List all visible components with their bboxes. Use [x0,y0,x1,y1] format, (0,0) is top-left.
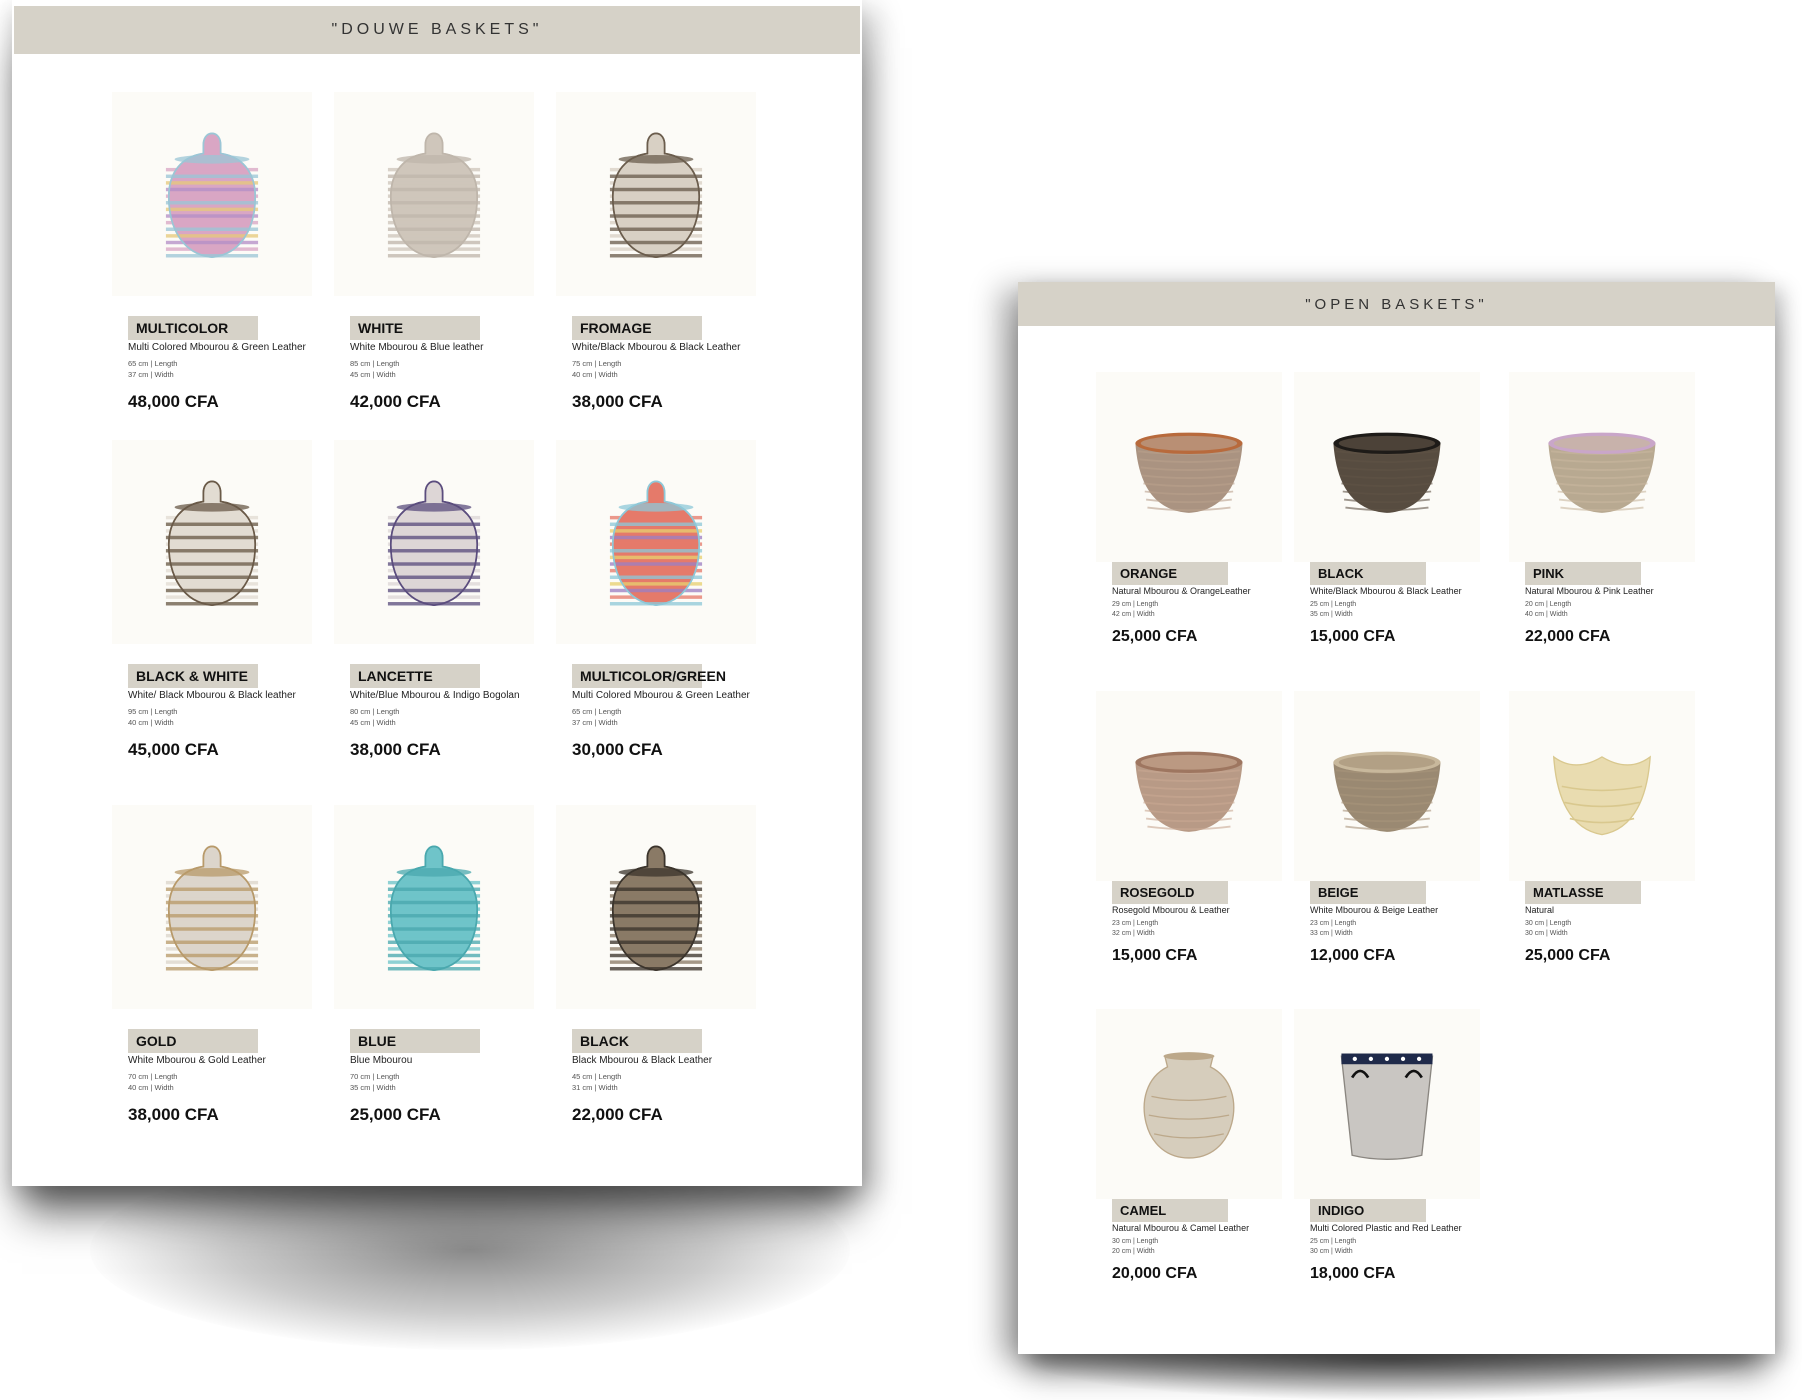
product-photo [1096,372,1282,562]
product-length: 85 cm | Length [350,359,400,368]
product-width: 30 cm | Width [1310,1248,1353,1255]
product-photo [334,92,534,296]
basket-icon [140,100,284,288]
product-description: Black Mbourou & Black Leather [572,1055,713,1066]
product-length: 25 cm | Length [1310,601,1357,608]
product-name-tag: BLACK [572,1029,702,1053]
section-title-banner [14,6,860,54]
basket-icon [362,448,506,636]
product-photo [1294,372,1480,562]
basket-icon [584,448,728,636]
product-name-tag: ROSEGOLD [1112,881,1228,904]
product-length: 30 cm | Length [1525,920,1572,927]
product-price: 12,000 CFA [1310,947,1396,964]
product-length: 65 cm | Length [128,359,178,368]
product-price: 38,000 CFA [572,392,663,411]
product-name-tag: INDIGO [1310,1199,1426,1222]
product-price: 38,000 CFA [128,1105,219,1124]
catalog-page-douwe-baskets [12,0,862,1186]
section-title: "DOUWE BASKETS" [331,21,543,38]
product-name-tag: BLUE [350,1029,480,1053]
basket-icon [584,813,728,1001]
product-photo [1294,1009,1480,1199]
product-price: 48,000 CFA [128,392,219,411]
product-length: 23 cm | Length [1112,920,1159,927]
product-length: 30 cm | Length [1112,1238,1159,1245]
product-name-tag: BLACK [1310,562,1426,585]
section-title-banner [1018,282,1775,326]
basket-icon [1320,1017,1454,1192]
product-name-tag: BLACK & WHITE [128,664,258,688]
product-width: 40 cm | Width [128,1083,174,1092]
product-width: 45 cm | Width [350,718,396,727]
product-length: 70 cm | Length [350,1072,400,1081]
product-name-tag: MULTICOLOR [128,316,258,340]
product-length: 80 cm | Length [350,707,400,716]
product-width: 35 cm | Width [350,1083,396,1092]
product-description: Blue Mbourou [350,1055,413,1066]
product-description: White/Blue Mbourou & Indigo Bogolan [350,690,520,701]
product-description: Natural [1525,905,1555,915]
product-price: 45,000 CFA [128,740,219,759]
product-length: 29 cm | Length [1112,601,1159,608]
basket-icon [362,100,506,288]
section-title: "OPEN BASKETS" [1305,295,1488,313]
product-description: White/Black Mbourou & Black Leather [572,342,741,353]
product-price: 42,000 CFA [350,392,441,411]
product-description: White Mbourou & Beige Leather [1310,905,1439,915]
basket-icon [1535,699,1669,874]
product-photo [112,92,312,296]
product-width: 40 cm | Width [572,370,618,379]
product-width: 45 cm | Width [350,370,396,379]
product-price: 22,000 CFA [1525,628,1611,645]
product-width: 33 cm | Width [1310,930,1353,937]
product-name-tag: PINK [1525,562,1641,585]
basket-icon [584,100,728,288]
product-price: 25,000 CFA [1112,628,1198,645]
product-name-tag: MULTICOLOR/GREEN [572,664,702,688]
product-price: 25,000 CFA [350,1105,441,1124]
product-photo [1096,691,1282,881]
product-width: 35 cm | Width [1310,611,1353,618]
product-name-tag: FROMAGE [572,316,702,340]
basket-icon [140,448,284,636]
basket-icon [362,813,506,1001]
product-price: 38,000 CFA [350,740,441,759]
product-width: 37 cm | Width [572,718,618,727]
product-name-tag: CAMEL [1112,1199,1228,1222]
product-photo [112,440,312,644]
product-photo [1096,1009,1282,1199]
product-photo [334,805,534,1009]
product-width: 32 cm | Width [1112,930,1155,937]
product-width: 20 cm | Width [1112,1248,1155,1255]
product-photo [556,92,756,296]
basket-icon [1122,380,1256,555]
product-price: 30,000 CFA [572,740,663,759]
basket-icon [1122,699,1256,874]
product-length: 65 cm | Length [572,707,622,716]
product-photo [1294,691,1480,881]
product-width: 40 cm | Width [128,718,174,727]
product-length: 75 cm | Length [572,359,622,368]
product-name-tag: GOLD [128,1029,258,1053]
basket-icon [1320,699,1454,874]
product-description: White/Black Mbourou & Black Leather [1310,586,1462,596]
product-description: Natural Mbourou & Camel Leather [1112,1223,1250,1233]
product-width: 30 cm | Width [1525,930,1568,937]
product-length: 95 cm | Length [128,707,178,716]
catalog-page-open-baskets [1018,282,1775,1354]
product-price: 20,000 CFA [1112,1265,1198,1282]
product-description: Natural Mbourou & OrangeLeather [1112,586,1251,596]
product-name-tag: WHITE [350,316,480,340]
product-photo [334,440,534,644]
product-description: Multi Colored Mbourou & Green Leather [128,342,306,353]
product-width: 40 cm | Width [1525,611,1568,618]
product-price: 18,000 CFA [1310,1265,1396,1282]
product-description: White Mbourou & Gold Leather [128,1055,266,1066]
product-width: 42 cm | Width [1112,611,1155,618]
product-length: 23 cm | Length [1310,920,1357,927]
product-description: Rosegold Mbourou & Leather [1112,905,1230,915]
product-photo [556,805,756,1009]
product-name-tag: BEIGE [1310,881,1426,904]
product-photo [1509,372,1695,562]
product-description: Multi Colored Mbourou & Green Leather [572,690,750,701]
product-width: 37 cm | Width [128,370,174,379]
product-description: White/ Black Mbourou & Black leather [128,690,296,701]
basket-icon [1320,380,1454,555]
basket-icon [140,813,284,1001]
product-description: Multi Colored Plastic and Red Leather [1310,1223,1462,1233]
product-name-tag: LANCETTE [350,664,480,688]
product-description: Natural Mbourou & Pink Leather [1525,586,1654,596]
product-length: 25 cm | Length [1310,1238,1357,1245]
product-photo [556,440,756,644]
product-price: 25,000 CFA [1525,947,1611,964]
product-length: 20 cm | Length [1525,601,1572,608]
product-name-tag: ORANGE [1112,562,1228,585]
basket-icon [1122,1017,1256,1192]
product-length: 45 cm | Length [572,1072,622,1081]
product-name-tag: MATLASSE [1525,881,1641,904]
product-description: White Mbourou & Blue leather [350,342,484,353]
product-photo [1509,691,1695,881]
product-width: 31 cm | Width [572,1083,618,1092]
basket-icon [1535,380,1669,555]
product-length: 70 cm | Length [128,1072,178,1081]
product-price: 22,000 CFA [572,1105,663,1124]
product-photo [112,805,312,1009]
product-price: 15,000 CFA [1112,947,1198,964]
product-price: 15,000 CFA [1310,628,1396,645]
